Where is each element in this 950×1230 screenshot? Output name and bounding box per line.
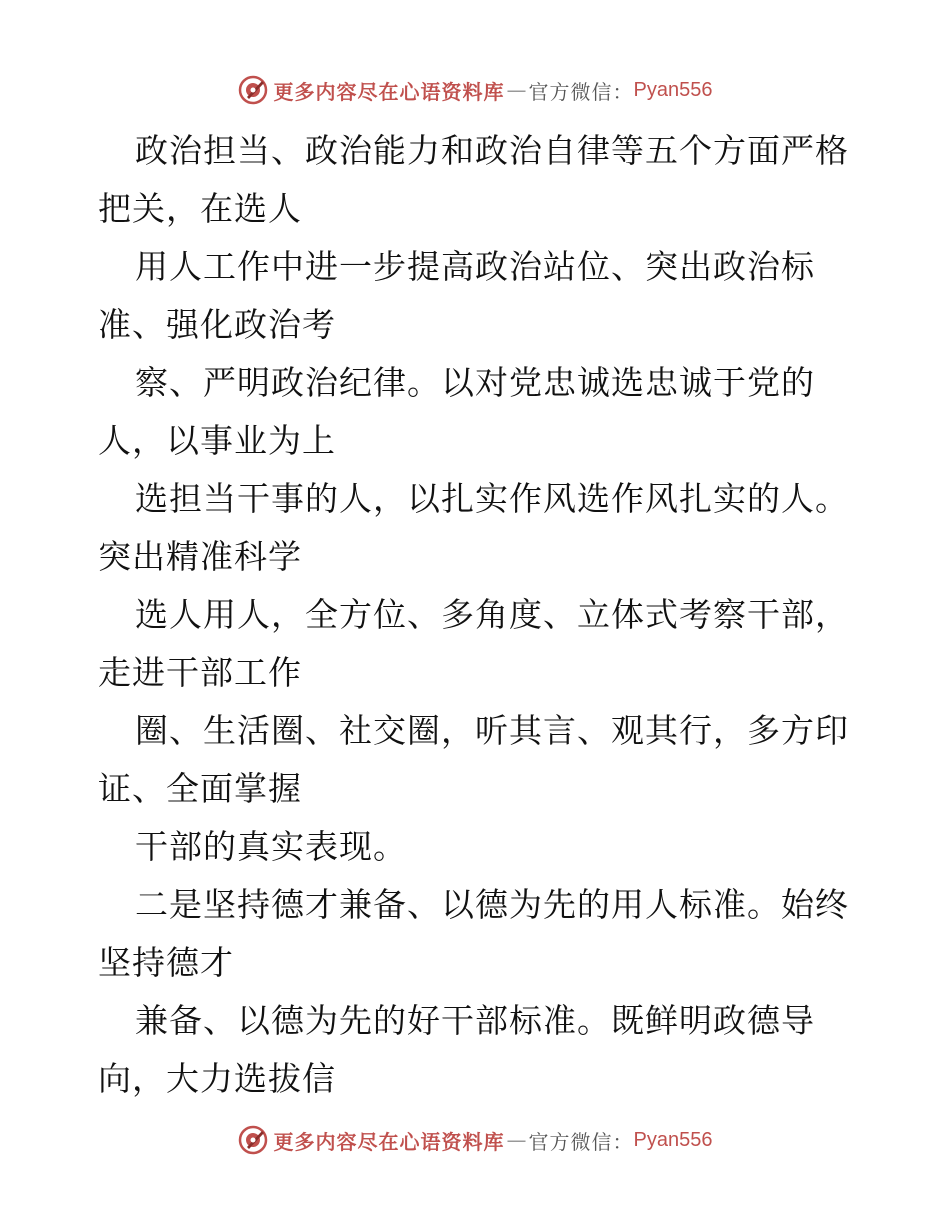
body-line: 准、强化政治考	[98, 305, 336, 344]
body-line: 干部的真实表现。	[135, 827, 407, 866]
body-line: 向，大力选拔信	[98, 1059, 336, 1098]
body-line: 用人工作中进一步提高政治站位、突出政治标	[135, 247, 815, 286]
banner-brand-text: 更多内容尽在心语资料库	[273, 79, 505, 104]
document-body	[98, 122, 878, 1108]
body-line: 二是坚持德才兼备、以德为先的用人标准。始终	[135, 885, 849, 924]
banner-brand-text: 更多内容尽在心语资料库	[273, 1129, 505, 1154]
body-line: 兼备、以德为先的好干部标准。既鲜明政德导	[135, 1001, 815, 1040]
body-line: 突出精准科学	[98, 537, 302, 576]
body-line: 政治担当、政治能力和政治自律等五个方面严格	[135, 131, 849, 170]
body-line: 把关，在选人	[98, 189, 302, 228]
banner-wechat-id: Pyan556	[633, 1128, 713, 1151]
body-line: 坚持德才	[98, 943, 234, 982]
header-banner	[0, 70, 950, 110]
body-line: 圈、生活圈、社交圈，听其言、观其行，多方印	[135, 711, 849, 750]
footer-banner	[0, 1120, 950, 1160]
body-line: 选担当干事的人，以扎实作风选作风扎实的人。	[135, 479, 849, 518]
quill-seal-icon	[238, 1125, 268, 1155]
body-line: 选人用人，全方位、多角度、立体式考察干部，	[135, 595, 849, 634]
banner-dash: —	[506, 78, 527, 102]
banner-official-label: 官方微信：	[528, 1129, 634, 1154]
banner-wechat-id: Pyan556	[633, 78, 713, 101]
banner-dash: —	[506, 1128, 527, 1152]
body-line: 人，以事业为上	[98, 421, 336, 460]
banner-official-label: 官方微信：	[528, 79, 634, 104]
body-line: 证、全面掌握	[98, 769, 302, 808]
body-line: 走进干部工作	[98, 653, 302, 692]
body-line: 察、严明政治纪律。以对党忠诚选忠诚于党的	[135, 363, 815, 402]
quill-seal-icon	[238, 75, 268, 105]
